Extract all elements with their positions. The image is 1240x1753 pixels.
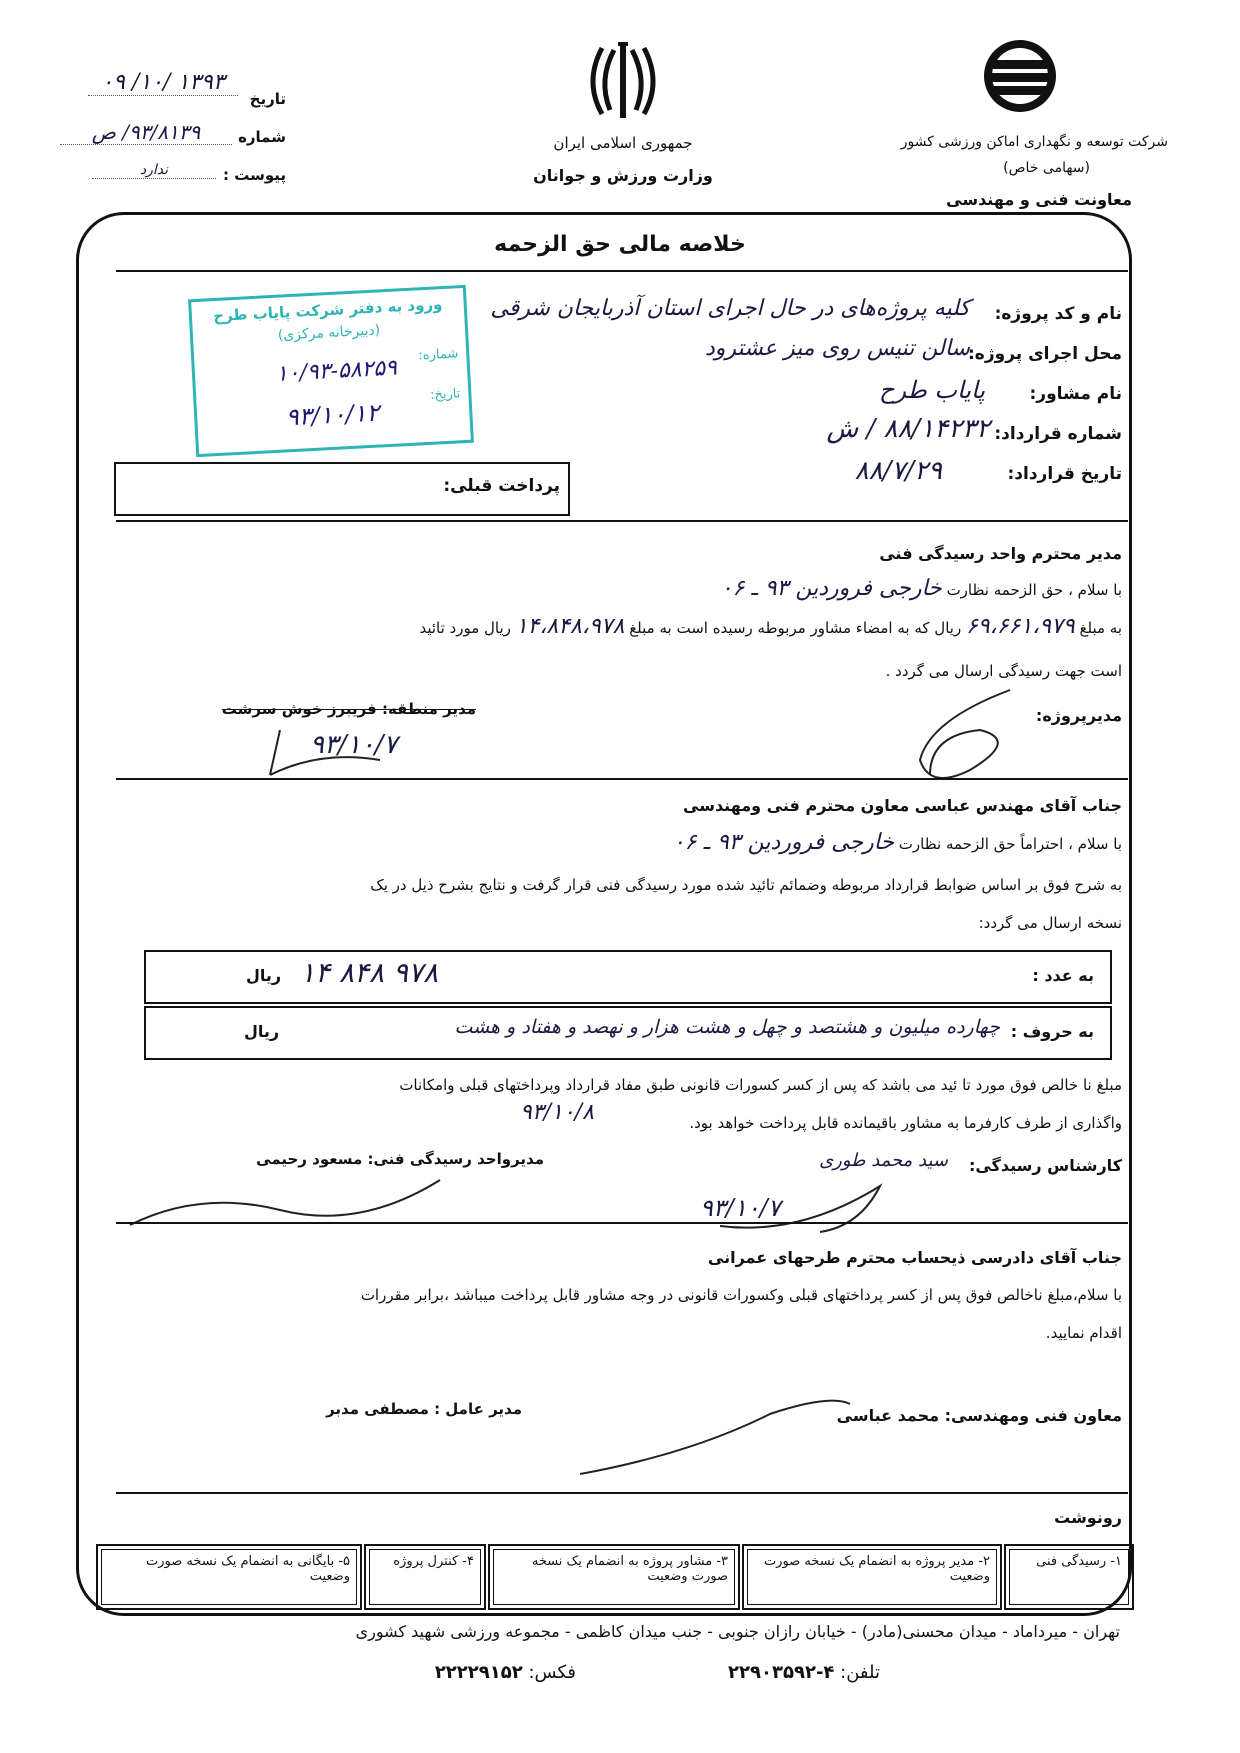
contract-number-label: شماره قرارداد: bbox=[994, 424, 1122, 444]
footer-phone bbox=[640, 1662, 880, 1683]
section3-heading: جناب آقای دادرسی ذیحساب محترم طرحهای عمرانی bbox=[707, 1248, 1122, 1267]
section1-line3: است جهت رسیدگی ارسال می گردد . bbox=[885, 662, 1122, 680]
attachment-value: ندارد bbox=[92, 162, 216, 179]
section1-amount2: ۱۴،۸۴۸،۹۷۸ bbox=[515, 614, 625, 639]
contract-number-value: ۸۸/۱۴۲۳۲ / ش bbox=[826, 414, 990, 444]
section2-line1-hand: خارجی فروردین ۹۳ ـ ۰۶ bbox=[672, 830, 894, 855]
divider-4 bbox=[116, 1492, 1128, 1494]
cc-item-5 bbox=[96, 1544, 362, 1610]
number-value: ۹۳/۸۱۳۹/ ص bbox=[60, 120, 232, 145]
contract-date-value: ۸۸/۷/۲۹ bbox=[854, 456, 942, 486]
section1-heading: مدیر محترم واحد رسیدگی فنی bbox=[879, 544, 1122, 563]
cc-item-3 bbox=[488, 1544, 740, 1610]
project-location-label: محل اجرای پروژه: bbox=[968, 344, 1122, 364]
cc-item-5-text: ۵- بایگانی به انضمام یک نسخه صورت وضعیت bbox=[101, 1549, 357, 1605]
section2-line5-date: ۹۳/۱۰/۸ bbox=[520, 1100, 594, 1125]
divider-3 bbox=[116, 1222, 1128, 1224]
section1-line1 bbox=[122, 576, 1122, 601]
cc-item-4 bbox=[364, 1544, 486, 1610]
expert-handmark bbox=[700, 1176, 900, 1240]
section1-signature bbox=[260, 720, 390, 780]
fax-value: ۲۲۲۲۹۱۵۲ bbox=[434, 1662, 523, 1683]
stamp-date-value: ۹۳/۱۰/۱۲ bbox=[285, 398, 380, 432]
section2-line2: به شرح فوق بر اساس ضوابط قرارداد مربوطه وضمائم تائید شده مورد رسیدگی فنی قرار گرفت و نتایج بشرح ذیل در یک bbox=[370, 876, 1122, 894]
section2-line5: واگذاری از طرف کارفرما به مشاور باقیمانده قابل پرداخت خواهد بود. bbox=[689, 1114, 1122, 1132]
contract-date-label: تاریخ قرارداد: bbox=[1007, 464, 1122, 484]
section1-sign-date: ۹۳/۱۰/۷ bbox=[310, 730, 398, 760]
project-manager-signature bbox=[890, 680, 1040, 790]
section1-amount1: ۶۹،۶۶۱،۹۷۹ bbox=[965, 614, 1075, 639]
unit-manager: مدیرواحد رسیدگی فنی: مسعود رحیمی bbox=[256, 1150, 544, 1168]
stamp-date-label: تاریخ: bbox=[429, 386, 461, 403]
amount-words-rial: ریال bbox=[244, 1022, 280, 1041]
section2-line1-text: با سلام ، احتراماً حق الزحمه نظارت bbox=[898, 835, 1122, 853]
section2-sign-date: ۹۳/۱۰/۷ bbox=[700, 1194, 781, 1222]
ceo-name: مدیر عامل : مصطفی مدبر bbox=[326, 1400, 522, 1418]
cc-item-1 bbox=[1004, 1544, 1134, 1610]
region-manager: مدیر منطقه: فریبرز خوش سرشت bbox=[221, 700, 476, 718]
section1-line2-end: ریال مورد تائید bbox=[419, 619, 511, 637]
deputy-signature bbox=[570, 1384, 870, 1484]
cc-label: رونوشت bbox=[1054, 1508, 1122, 1527]
date-label: تاریخ bbox=[249, 90, 286, 108]
expert-label: کارشناس رسیدگی: bbox=[968, 1156, 1122, 1175]
project-location-value: سالن تنیس روی میز عشترود bbox=[705, 336, 970, 361]
iran-emblem bbox=[588, 40, 658, 120]
date-value: ۱۳۹۳ /۱۰/ ۰۹ bbox=[88, 70, 238, 96]
ministry-name: وزارت ورزش و جوانان bbox=[533, 166, 713, 185]
phone-label: تلفن: bbox=[840, 1662, 880, 1683]
form-title: خلاصه مالی حق الزحمه bbox=[494, 232, 746, 257]
project-manager-label: مدیرپروژه: bbox=[1035, 706, 1122, 725]
title-underline bbox=[116, 270, 1128, 272]
section2-heading: جناب آقای مهندس عباسی معاون محترم فنی ومهندسی bbox=[683, 796, 1122, 815]
stamp-number-value: ۱۰/۹۳-۵۸۲۵۹ bbox=[275, 355, 398, 387]
amount-number-label: به عدد : bbox=[1032, 966, 1094, 985]
section3-line2: اقدام نمایید. bbox=[1045, 1324, 1122, 1342]
expert-signature: سید محمد طوری bbox=[819, 1150, 948, 1171]
divider-2 bbox=[116, 778, 1128, 780]
stamp-line2: (دبیرخانه مرکزی) bbox=[277, 322, 381, 344]
cc-item-1-text: ۱- رسیدگی فنی bbox=[1009, 1549, 1129, 1605]
company-name: شرکت توسعه و نگهداری اماکن ورزشی کشور bbox=[900, 134, 1168, 150]
stamp-line1: ورود به دفتر شرکت پایاب طرح bbox=[212, 295, 443, 326]
divider-1 bbox=[116, 520, 1128, 522]
previous-payment-label: پرداخت قبلی: bbox=[443, 476, 560, 496]
consultant-value: پایاب طرح bbox=[878, 376, 985, 404]
footer-address: تهران - میرداماد - میدان محسنی(مادر) - خیابان رازان جنوبی - جنب میدان کاظمی - مجموعه ورزشی شهید کشوری bbox=[355, 1622, 1120, 1641]
receipt-stamp bbox=[188, 285, 474, 457]
section2-line1 bbox=[122, 830, 1122, 855]
project-name-label: نام و کد پروژه: bbox=[994, 304, 1122, 324]
company-logo bbox=[960, 36, 1110, 116]
cc-item-4-text: ۴- کنترل پروژه bbox=[369, 1549, 481, 1605]
fax-label: فکس: bbox=[528, 1662, 576, 1683]
section3-line1: با سلام،مبلغ ناخالص فوق پس از کسر پرداختهای قبلی وکسورات قانونی در وجه مشاور قابل پرداخت میباشد ،برابر مقررات bbox=[360, 1286, 1122, 1304]
phone-value: ۴-۲۲۹۰۳۵۹۲ bbox=[728, 1662, 835, 1683]
department-name: معاونت فنی و مهندسی bbox=[946, 190, 1132, 209]
section1-line1-text: با سلام ، حق الزحمه نظارت bbox=[946, 581, 1122, 599]
cc-item-3-text: ۳- مشاور پروژه به انضمام یک نسخه صورت وضعیت bbox=[493, 1549, 735, 1605]
amount-number-rial: ریال bbox=[246, 966, 282, 985]
deputy-name: معاون فنی ومهندسی: محمد عباسی bbox=[836, 1406, 1122, 1425]
company-type: (سهامی خاص) bbox=[1003, 160, 1090, 176]
section1-line2-mid: ریال که به امضاء مشاور مربوطه رسیده است به مبلغ bbox=[629, 619, 962, 637]
section1-line1-hand: خارجی فروردین ۹۳ ـ ۰۶ bbox=[720, 576, 942, 601]
number-label: شماره bbox=[238, 128, 286, 146]
cc-item-2 bbox=[742, 1544, 1002, 1610]
country-name: جمهوری اسلامی ایران bbox=[553, 134, 693, 152]
section1-line2 bbox=[122, 614, 1122, 639]
project-name-value: کلیه پروژه‌های در حال اجرای استان آذربایجان شرقی bbox=[490, 296, 970, 321]
cc-item-2-text: ۲- مدیر پروژه به انضمام یک نسخه صورت وضعیت bbox=[747, 1549, 997, 1605]
footer-fax bbox=[376, 1662, 576, 1683]
attachment-label: پیوست : bbox=[222, 166, 286, 184]
amount-words-value: چهارده میلیون و هشتصد و چهل و هشت هزار و نهصد و هفتاد و هشت bbox=[454, 1016, 1000, 1038]
amount-words-label: به حروف : bbox=[1010, 1022, 1094, 1041]
section2-line4: مبلغ نا خالص فوق مورد تا ئید می باشد که پس از کسر کسورات قانونی طبق مفاد قرارداد وپرداختهای قبلی وامکانات bbox=[399, 1076, 1122, 1094]
section2-line3: نسخه ارسال می گردد: bbox=[978, 914, 1122, 932]
amount-number-value: ۱۴ ۸۴۸ ۹۷۸ bbox=[300, 956, 439, 989]
consultant-label: نام مشاور: bbox=[1029, 384, 1122, 404]
section1-line2-start: به مبلغ bbox=[1079, 619, 1122, 637]
stamp-number-label: شماره: bbox=[418, 346, 459, 364]
unit-manager-signature bbox=[120, 1170, 480, 1240]
